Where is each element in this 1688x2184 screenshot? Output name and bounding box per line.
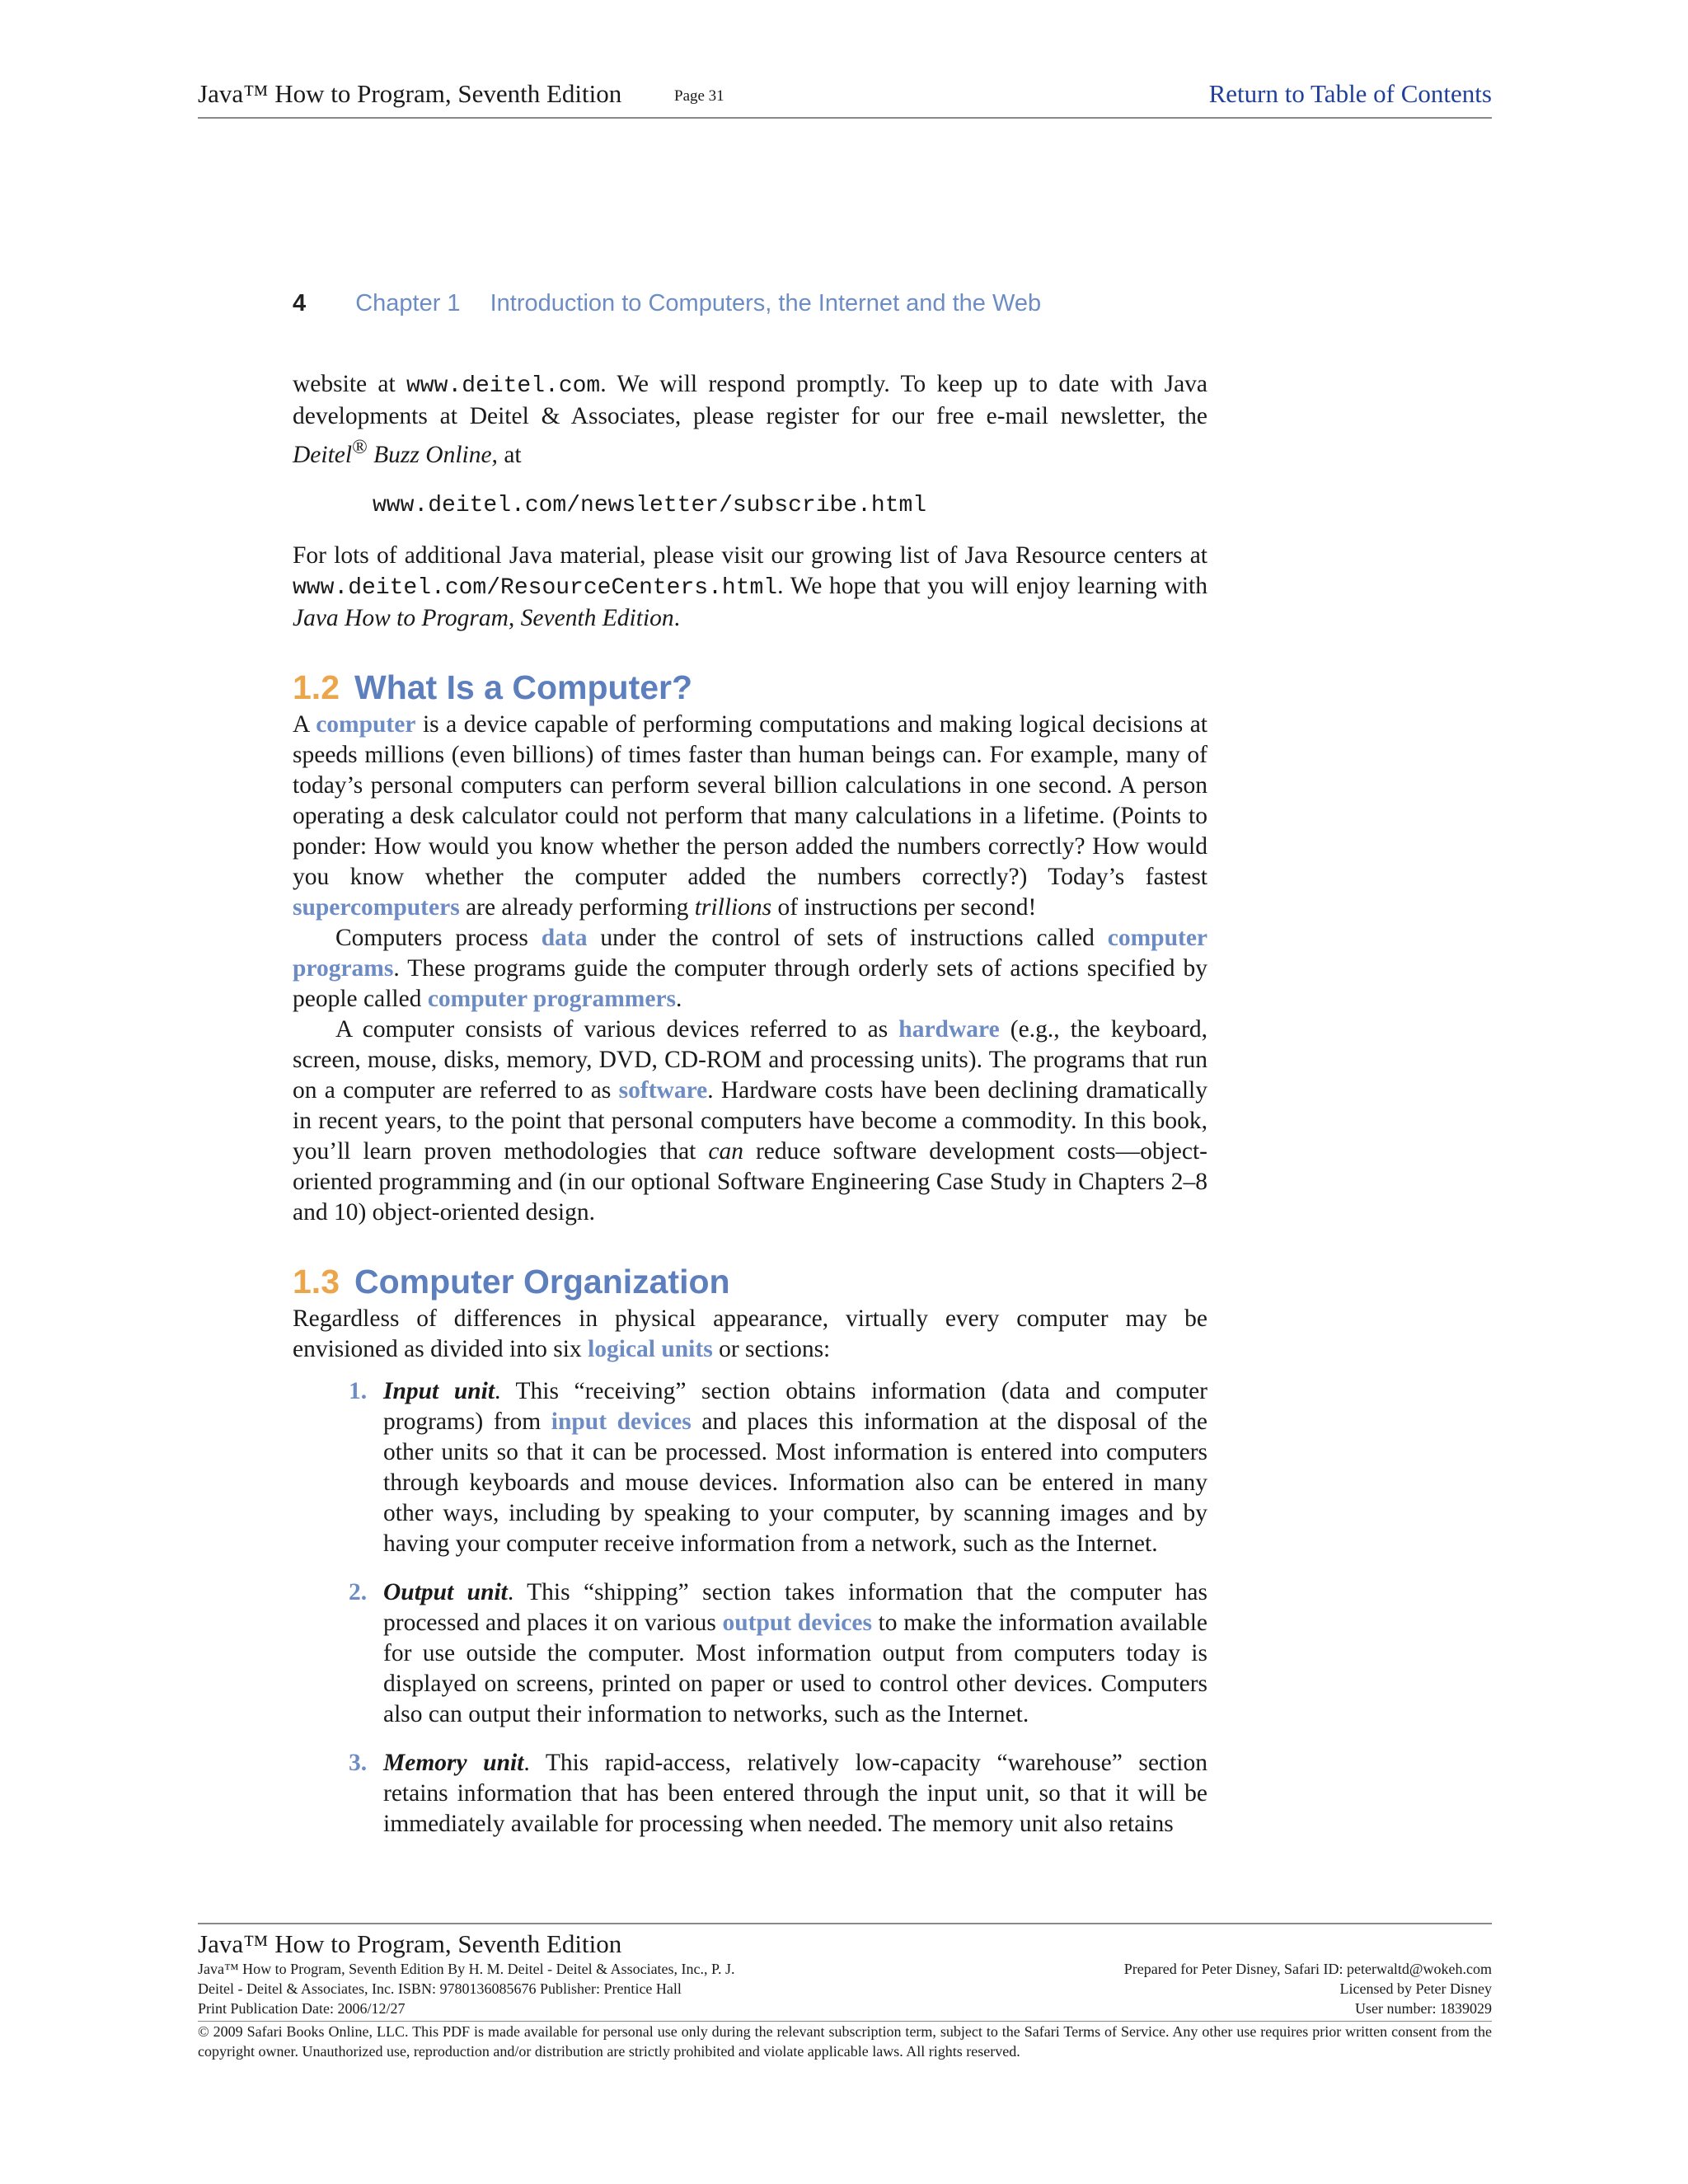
list-item: 3. Memory unit. This rapid-access, relatively low-capacity “warehouse” section retains information that has been entered through the input unit, so that it will be immediately available for processing when needed. The memory unit also retains [349,1749,1207,1837]
list-item: 1. Input unit. This “receiving” section obtains information (data and computer programs) from input devices and places this information at the disposal of the other units so that it can be processed. Most information is entered into computers through keyboards and mouse devices. Information also can be entered in many other ways, including by speaking to your computer, by scanning images and by having your computer receive information from a network, such as the Internet. [349,1377,1207,1557]
resource-centers-url: www.deitel.com/ResourceCenters.html [293,574,778,601]
footer-prepared-for: Prepared for Peter Disney, Safari ID: peterwaltd@wokeh.com [1123,1961,1492,1977]
chapter-label: Chapter 1 [355,290,461,316]
book-title: Java™ How to Program, Seventh Edition [198,79,622,108]
page-body [293,369,1207,1858]
intro-paragraph-1: website at www.deitel.com. We will respond promptly. To keep up to date with Java developments at Deitel & Associates, please register for our free e-mail newsletter, the Deitel® Buzz Online, at [293,371,1208,468]
page-number: Page 31 [674,87,724,105]
page-header [198,79,1492,119]
footer-publication-date: Print Publication Date: 2006/12/27 [198,2000,406,2017]
logical-units-list [293,1376,1207,1840]
footer-book-info: Java™ How to Program, Seventh Edition By H. M. Deitel - Deitel & Associates, Inc., P. J. [198,1961,735,1977]
printed-page-number: 4 [293,290,307,316]
footer-title: Java™ How to Program, Seventh Edition [198,1929,622,1958]
list-item: 2. Output unit. This “shipping” section takes information that the computer has processed and places it on various output devices to make the information available for use outside the computer. Most information output from computers today is displayed on screens, printed on paper or used to control other devices. Computers also can output their information to networks, such as the Internet. [349,1578,1208,1727]
section-1-2-paragraph-1: A computer is a device capable of performing computations and making logical decisions at speeds millions (even billions) of times faster than human beings can. For example, many of today’s personal computers can perform several billion calculations in one second. A person operating a desk calculator could not perform that many calculations in a lifetime. (Points to ponder: How would you know whether the person added the numbers correctly? How would you know whether the computer added the numbers correctly?) Today’s fastest supercomputers are already performing trillions of instructions per second! [293,710,1207,921]
section-1-2-paragraph-3: A computer consists of various devices referred to as hardware (e.g., the keyboard, screen, mouse, disks, memory, DVD, CD-ROM and processing units). The programs that run on a computer are referred to as software. Hardware costs have been declining dramatically in recent years, to the point that personal computers have become a commodity. In this book, you’ll learn proven methodologies that can reduce software development costs—object-oriented programming and (in our optional Software Engineering Case Study in Chapters 2–8 and 10) object-oriented design. [293,1015,1207,1226]
footer-licensed-by: Licensed by Peter Disney [1339,1980,1492,1997]
footer-user-number: User number: 1839029 [1355,2000,1492,2017]
return-to-toc-link[interactable]: Return to Table of Contents [1208,79,1492,108]
section-1-3-paragraph-1: Regardless of differences in physical appearance, virtually every computer may be envisioned as divided into six logical units or sections: [293,1305,1207,1362]
footer-isbn: Deitel - Deitel & Associates, Inc. ISBN: 9780136085676 Publisher: Prentice Hall [198,1980,682,1997]
intro-paragraph-2: For lots of additional Java material, please visit our growing list of Java Resource centers at www.deitel.com/ResourceCenters.html. We hope that you will enjoy learning with Java How to Program, Seventh Edition. [293,541,1207,631]
section-1-2-paragraph-2: Computers process data under the control of sets of instructions called computer programs. These programs guide the computer through orderly sets of actions specified by people called computer programmers. [293,924,1208,1012]
section-heading-1-3: 1.3 Computer Organization [293,1262,730,1301]
page-footer [198,1923,1492,2061]
footer-copyright: © 2009 Safari Books Online, LLC. This PDF is made available for personal use only during the relevant subscription term, subject to the Safari Terms of Service. Any other use requires prior written consent from the copyright owner. Unauthorized use, reproduction and/or distribution are strictly prohibited and violate applicable laws. All rights reserved. [198,2021,1492,2061]
chapter-running-head [293,290,1041,317]
deitel-url: www.deitel.com [406,373,601,399]
newsletter-url: www.deitel.com/newsletter/subscribe.html [373,492,927,518]
chapter-title: Introduction to Computers, the Internet and the Web [490,290,1042,316]
section-heading-1-2: 1.2 What Is a Computer? [293,668,693,706]
